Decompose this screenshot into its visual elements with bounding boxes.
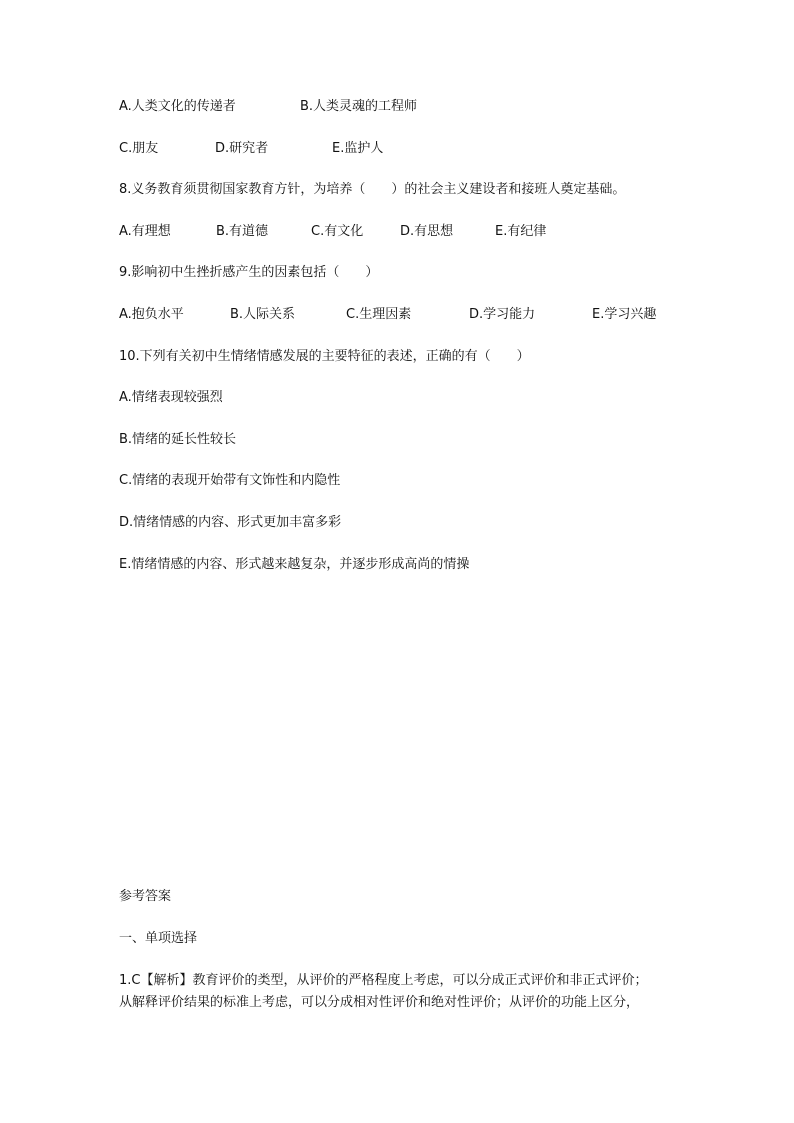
answers-heading: 参考答案 <box>119 889 172 904</box>
q8-option-e: E.有纪律 <box>495 224 547 239</box>
q8-option-d: D.有思想 <box>400 224 454 239</box>
q9-option-d: D.学习能力 <box>469 307 536 322</box>
q9-option-b: B.人际关系 <box>230 307 296 322</box>
q7-option-d: D.研究者 <box>215 141 269 156</box>
q10-option-d: D.情绪情感的内容、形式更加丰富多彩 <box>119 515 342 530</box>
q8-stem: 8.义务教育须贯彻国家教育方针，为培养（ ）的社会主义建设者和接班人奠定基础。 <box>119 182 626 197</box>
q10-option-c: C.情绪的表现开始带有文饰性和内隐性 <box>119 473 341 488</box>
q9-option-a: A.抱负水平 <box>119 307 184 322</box>
q10-option-b: B.情绪的延长性较长 <box>119 432 237 447</box>
answer-1-line-1: 1.C【解析】教育评价的类型，从评价的严格程度上考虑，可以分成正式评价和非正式评价； <box>119 973 648 988</box>
answers-section-title: 一、单项选择 <box>119 931 198 946</box>
q9-option-e: E.学习兴趣 <box>592 307 657 322</box>
q8-option-b: B.有道德 <box>216 224 269 239</box>
q8-option-a: A.有理想 <box>119 224 171 239</box>
q7-option-a: A.人类文化的传递者 <box>119 99 236 114</box>
q10-option-e: E.情绪情感的内容、形式越来越复杂，并逐步形成高尚的情操 <box>119 557 470 572</box>
q10-stem: 10.下列有关初中生情绪情感发展的主要特征的表述，正确的有（ ） <box>119 349 530 364</box>
answer-1-line-2: 从解释评价结果的标准上考虑，可以分成相对性评价和绝对性评价；从评价的功能上区分， <box>119 995 640 1010</box>
q9-option-c: C.生理因素 <box>346 307 412 322</box>
q9-stem: 9.影响初中生挫折感产生的因素包括（ ） <box>119 265 379 280</box>
q7-option-c: C.朋友 <box>119 141 159 156</box>
q7-option-b: B.人类灵魂的工程师 <box>300 99 418 114</box>
q7-option-e: E.监护人 <box>332 141 384 156</box>
q8-option-c: C.有文化 <box>311 224 364 239</box>
q10-option-a: A.情绪表现较强烈 <box>119 390 223 405</box>
